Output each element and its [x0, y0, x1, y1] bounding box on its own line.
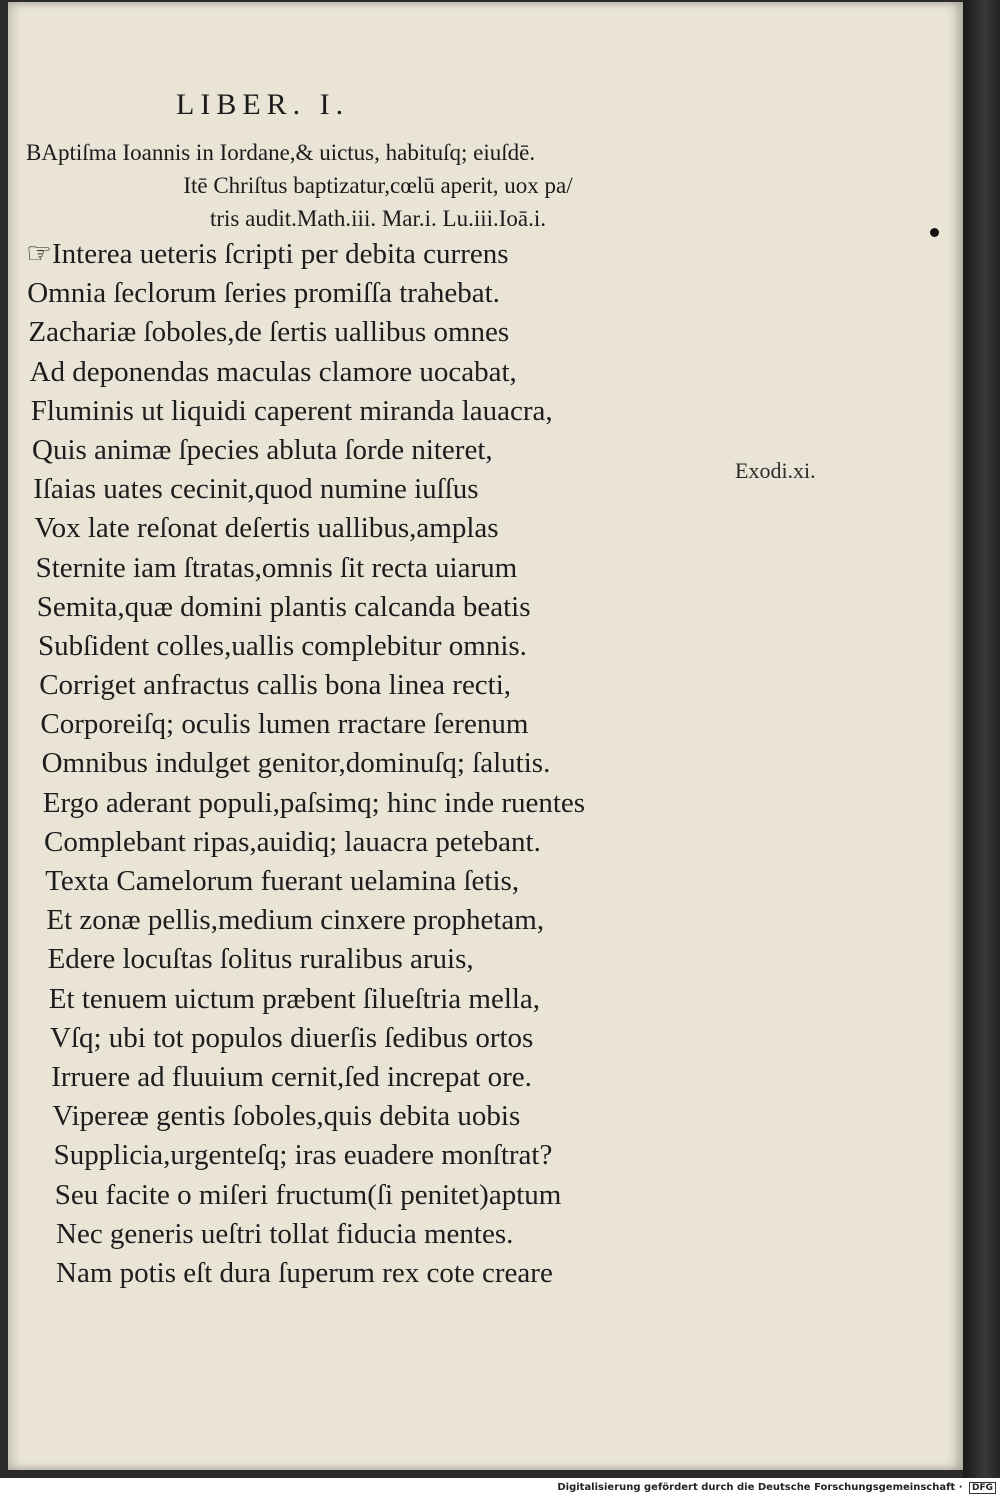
poem-text [26, 235, 726, 1293]
footer [557, 1482, 996, 1494]
chapter-heading [18, 136, 738, 235]
poem-line: Quis animæ ſpecies abluta ſorde niteret, [32, 433, 493, 466]
poem-line: Vox late reſonat deſertis uallibus,amplas [34, 512, 499, 545]
poem-line: Corriget anfractus callis bona linea recti, [39, 669, 512, 702]
heading-line: BAptiſma Ioannis in Iordane,& uictus, habituſq; eiuſdē. [26, 140, 536, 165]
poem-line: Semita,quæ domini plantis calcanda beatis [36, 590, 531, 623]
poem-line: Et zonæ pellis,medium cinxere prophetam, [46, 904, 545, 937]
heading-line: tris audit.Math.iii. Mar.i. Lu.iii.Ioā.i. [209, 206, 546, 231]
poem-line: Fluminis ut liquidi caperent miranda lauacra, [30, 394, 553, 427]
poem-line: Omnibus indulget genitor,dominuſq; ſalutis. [41, 747, 551, 780]
poem-line: Iſaias uates cecinit,quod numine iuſſus [33, 473, 479, 506]
poem-line: Nec generis ueſtri tollat fiducia mentes. [56, 1217, 514, 1250]
running-head: LIBER. I. [176, 88, 350, 121]
poem-line: Seu facite o miſeri fructum(ſi penitet)aptum [54, 1178, 562, 1211]
poem-line: Vipereæ gentis ſoboles,quis debita uobis [52, 1100, 521, 1133]
poem-line: Vſq; ubi tot populos diuerſis ſedibus ortos [50, 1021, 534, 1054]
heading-line: Itē Chriſtus baptizatur,cœlū aperit, uox pa/ [183, 173, 573, 198]
poem-line: ☞Interea ueteris ſcripti per debita currens [26, 238, 509, 270]
marginal-note: Exodi.xi. [735, 458, 816, 483]
dfg-logo: DFG [969, 1482, 996, 1494]
poem-line: Subſident colles,uallis complebitur omnis. [38, 629, 527, 662]
poem-line: Zachariæ ſoboles,de ſertis uallibus omnes [28, 316, 510, 349]
poem-line: Irruere ad fluuium cernit,ſed increpat ore. [51, 1060, 532, 1093]
poem-line: Texta Camelorum fuerant uelamina ſetis, [45, 865, 520, 897]
ink-dot [930, 228, 939, 237]
poem-line: Complebant ripas,auidiq; lauacra petebant. [44, 825, 541, 858]
poem-line: Edere locuſtas ſolitus ruralibus aruis, [47, 943, 474, 976]
poem-line: Nam potis eſt dura ſuperum rex cote creare [56, 1256, 553, 1289]
poem-line: Ad deponendas maculas clamore uocabat, [29, 355, 517, 388]
poem-line: Supplicia,urgenteſq; iras euadere monſtrat? [53, 1139, 553, 1172]
poem-line: Et tenuem uictum præbent ſilueſtria mella, [48, 982, 541, 1015]
poem-line: Omnia ſeclorum ſeries promiſſa trahebat. [27, 277, 500, 310]
poem-line: Corporeiſq; oculis lumen rractare ſerenum [40, 708, 529, 741]
footer-text: Digitalisierung gefördert durch die Deutsche Forschungsgemeinschaft · [557, 1482, 963, 1493]
book-page [8, 2, 963, 1470]
poem-line: Ergo aderant populi,paſsimq; hinc inde ruentes [42, 786, 586, 819]
page-edge [963, 0, 1000, 1478]
poem-line: Sternite iam ſtratas,omnis ſit recta uiarum [35, 551, 518, 584]
